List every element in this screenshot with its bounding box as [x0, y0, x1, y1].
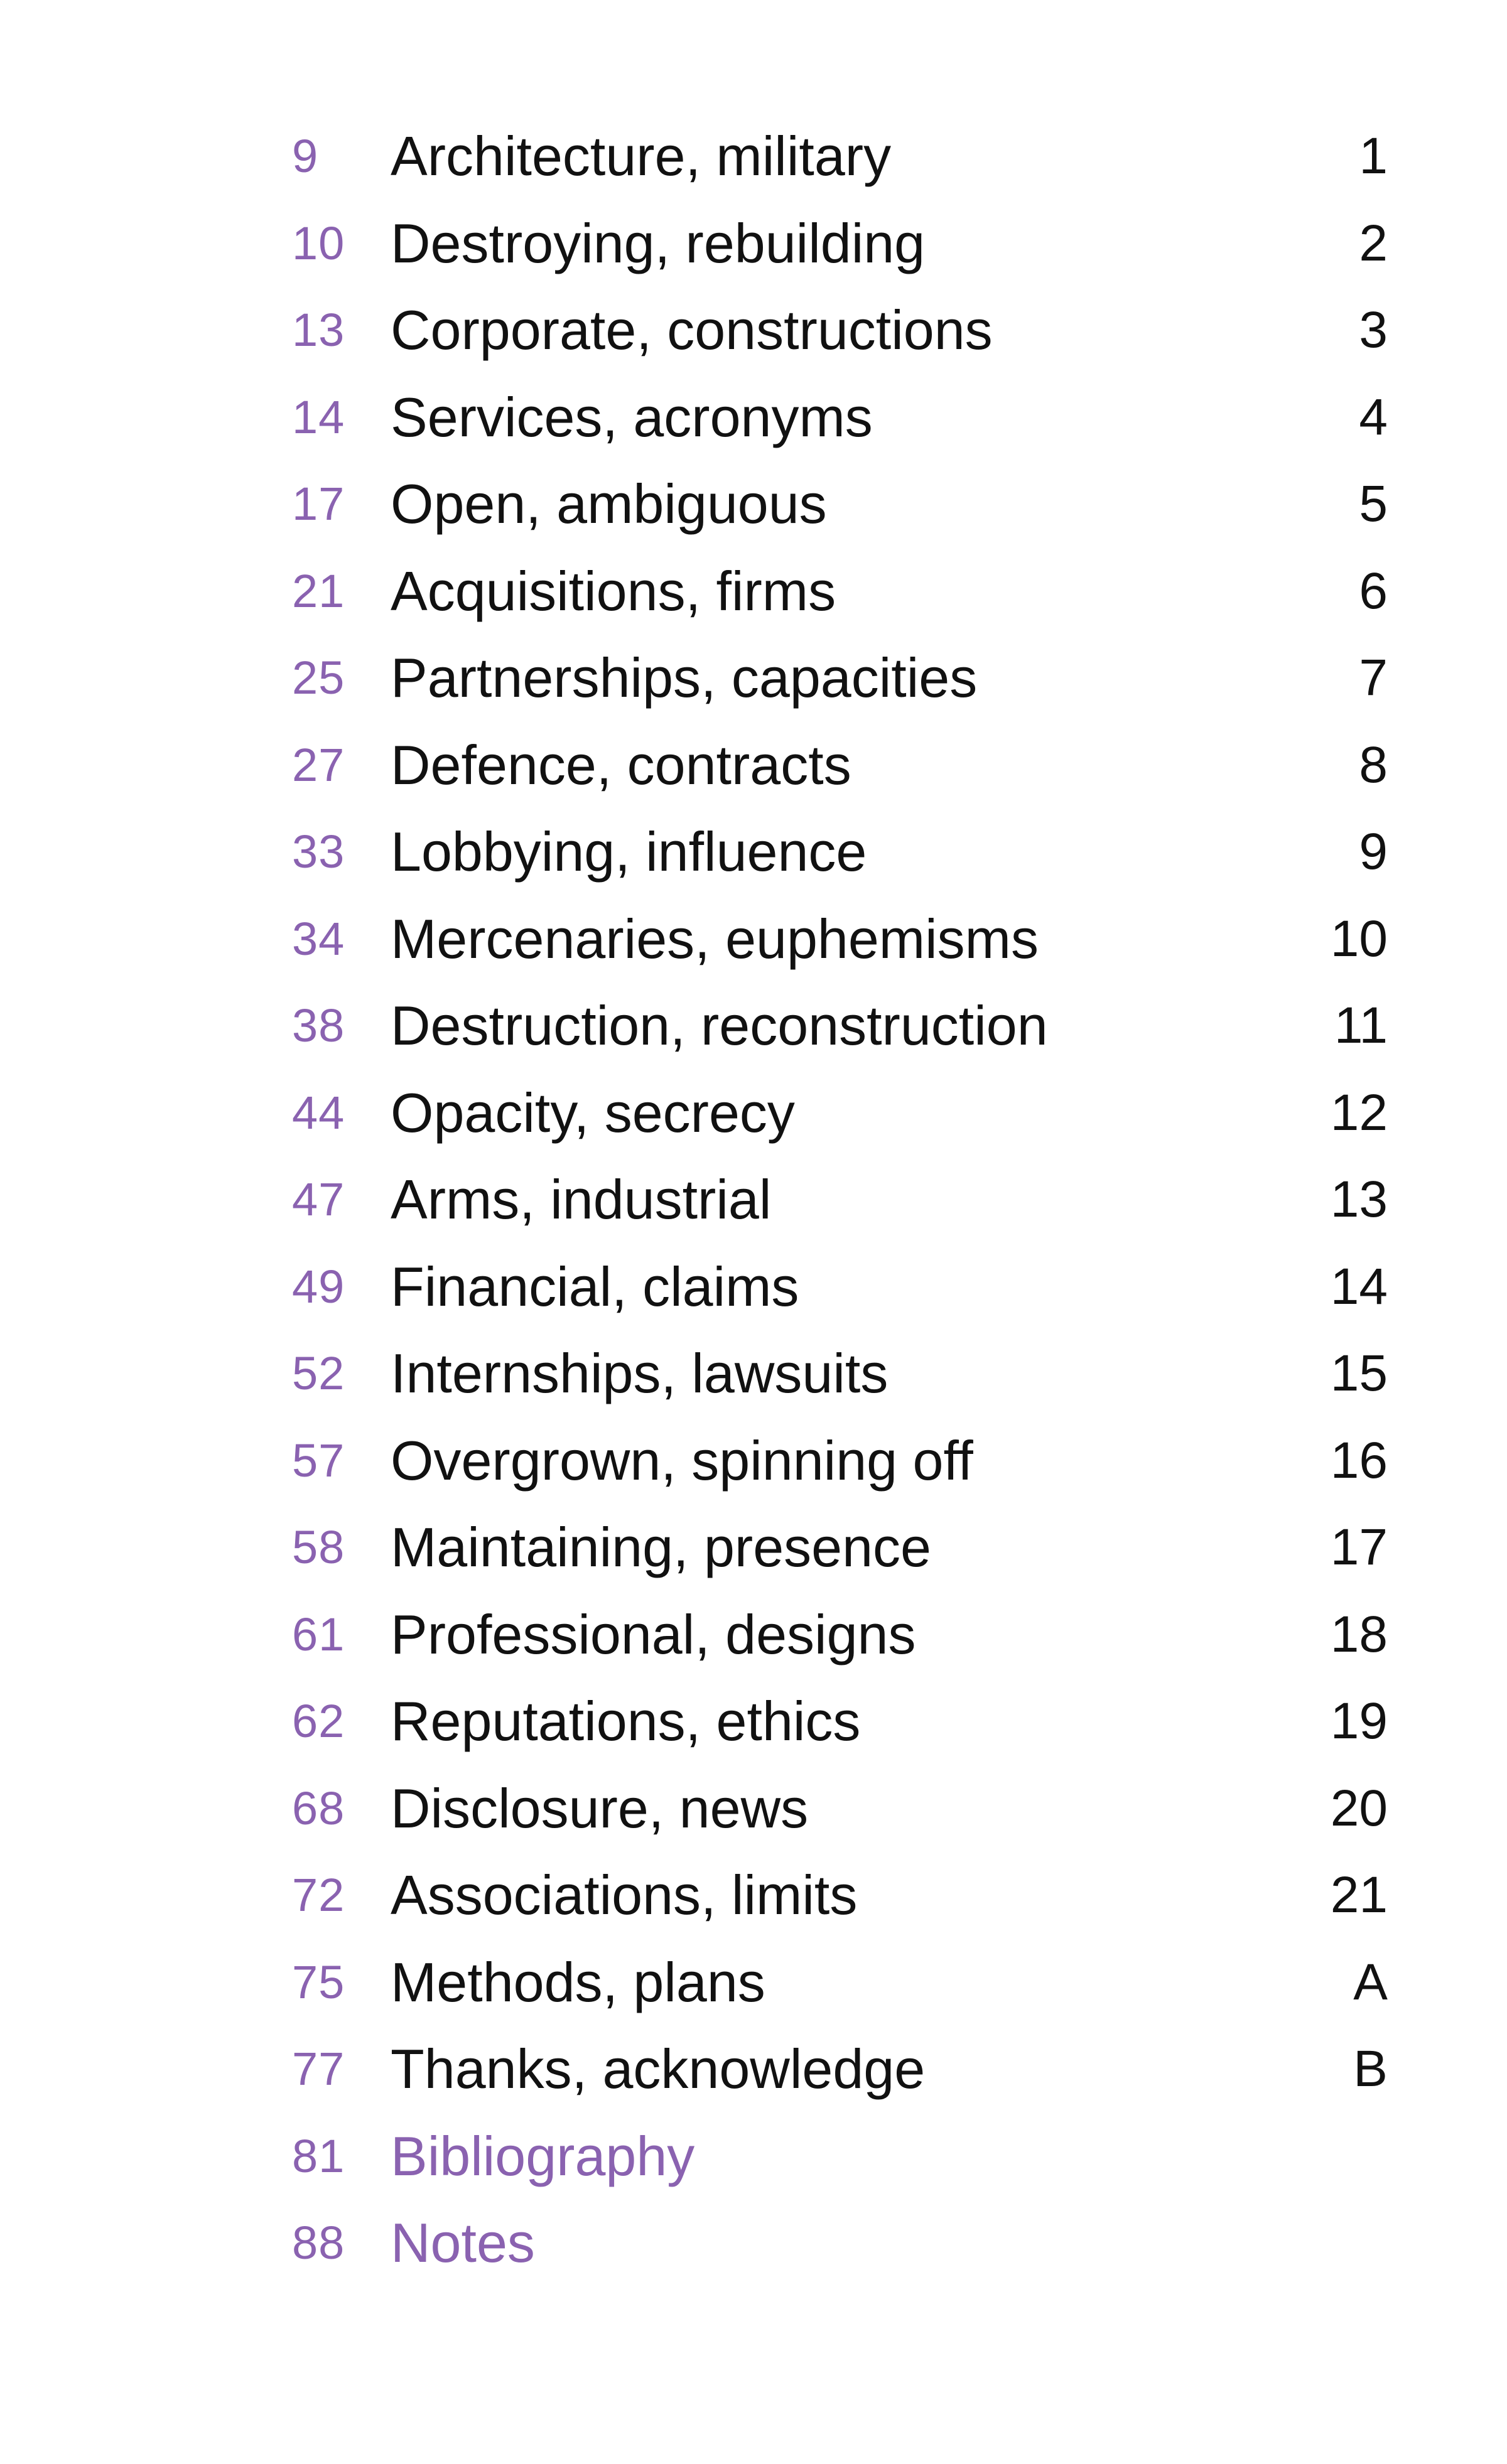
toc-entry[interactable]	[0, 1156, 1507, 1244]
toc-entry[interactable]	[0, 548, 1507, 635]
toc-chapter-number: 19	[1330, 1692, 1388, 1750]
toc-chapter-number: 12	[1330, 1084, 1388, 1141]
toc-chapter-title: Destruction, reconstruction	[391, 994, 1048, 1057]
toc-chapter-number: 7	[1359, 649, 1388, 706]
toc-chapter-number: 13	[1330, 1171, 1388, 1228]
toc-chapter-title: Services, acronyms	[391, 385, 873, 448]
toc-chapter-title: Open, ambiguous	[391, 473, 827, 535]
toc-chapter-number: 17	[1330, 1519, 1388, 1576]
toc-entry[interactable]	[0, 896, 1507, 983]
toc-chapter-title: Acquisitions, firms	[391, 559, 836, 622]
toc-page-number: 58	[292, 1521, 345, 1573]
toc-page-number: 27	[292, 738, 345, 791]
toc-page-number: 21	[292, 564, 345, 617]
toc-chapter-number: 3	[1359, 301, 1388, 358]
toc-back-matter-title: Bibliography	[391, 2124, 695, 2187]
toc-chapter-title: Thanks, acknowledge	[391, 2038, 926, 2100]
toc-chapter-number: 6	[1359, 562, 1388, 620]
toc-chapter-number: 14	[1330, 1257, 1388, 1315]
toc-entry[interactable]	[0, 1765, 1507, 1853]
toc-entry[interactable]	[0, 461, 1507, 548]
toc-page-number: 34	[292, 912, 345, 965]
toc-entry[interactable]	[0, 287, 1507, 374]
table-of-contents	[0, 113, 1507, 2287]
toc-entry[interactable]	[0, 374, 1507, 461]
toc-page-number: 68	[292, 1782, 345, 1834]
toc-chapter-number: 2	[1359, 214, 1388, 272]
toc-chapter-number: B	[1353, 2040, 1388, 2097]
toc-page-number: 47	[292, 1173, 345, 1225]
toc-chapter-title: Disclosure, news	[391, 1777, 809, 1839]
toc-entry[interactable]	[0, 2026, 1507, 2113]
toc-back-matter-title: Notes	[391, 2212, 535, 2274]
toc-chapter-number: 4	[1359, 388, 1388, 446]
toc-entry[interactable]	[0, 1939, 1507, 2026]
toc-entry[interactable]	[0, 1418, 1507, 1505]
toc-entry[interactable]	[0, 635, 1507, 722]
toc-chapter-title: Methods, plans	[391, 1950, 765, 2013]
toc-page-number: 13	[292, 304, 345, 356]
toc-chapter-title: Professional, designs	[391, 1603, 916, 1665]
toc-entry[interactable]	[0, 200, 1507, 288]
toc-page-number: 17	[292, 478, 345, 530]
toc-chapter-number: 21	[1330, 1866, 1388, 1923]
toc-chapter-number: 8	[1359, 736, 1388, 794]
toc-page-number: 9	[292, 130, 319, 182]
toc-chapter-number: 15	[1330, 1345, 1388, 1402]
toc-chapter-title: Destroying, rebuilding	[391, 212, 926, 274]
toc-chapter-number: 11	[1334, 997, 1388, 1054]
toc-entry[interactable]	[0, 982, 1507, 1070]
toc-entry[interactable]	[0, 1244, 1507, 1331]
toc-chapter-title: Financial, claims	[391, 1255, 799, 1318]
toc-chapter-number: 10	[1330, 910, 1388, 967]
toc-chapter-title: Lobbying, influence	[391, 820, 867, 883]
toc-page-number: 14	[292, 390, 345, 443]
toc-entry[interactable]	[0, 722, 1507, 809]
toc-page-number: 75	[292, 1956, 345, 2008]
toc-page-number: 52	[292, 1347, 345, 1399]
toc-chapter-title: Mercenaries, euphemisms	[391, 907, 1039, 970]
toc-entry[interactable]	[0, 1852, 1507, 1939]
toc-back-matter-entry[interactable]	[0, 2113, 1507, 2200]
toc-page-number: 88	[292, 2217, 345, 2269]
toc-back-matter-entry[interactable]	[0, 2200, 1507, 2287]
toc-chapter-number: 20	[1330, 1779, 1388, 1837]
toc-entry[interactable]	[0, 1070, 1507, 1157]
toc-chapter-title: Defence, contracts	[391, 733, 851, 796]
toc-chapter-title: Partnerships, capacities	[391, 647, 978, 709]
toc-page-number: 10	[292, 217, 345, 269]
toc-chapter-number: 5	[1359, 475, 1388, 532]
toc-chapter-number: 16	[1330, 1431, 1388, 1489]
toc-chapter-number: 9	[1359, 823, 1388, 880]
toc-chapter-title: Associations, limits	[391, 1864, 858, 1926]
toc-page-number: 81	[292, 2129, 345, 2182]
toc-chapter-title: Opacity, secrecy	[391, 1081, 795, 1144]
toc-entry[interactable]	[0, 1330, 1507, 1418]
toc-chapter-title: Architecture, military	[391, 125, 892, 187]
toc-chapter-title: Corporate, constructions	[391, 299, 993, 361]
toc-page-number: 49	[292, 1260, 345, 1313]
toc-page-number: 38	[292, 999, 345, 1052]
toc-page-number: 72	[292, 1869, 345, 1921]
toc-chapter-title: Internships, lawsuits	[391, 1342, 889, 1404]
toc-page-number: 62	[292, 1695, 345, 1747]
toc-chapter-title: Arms, industrial	[391, 1168, 772, 1230]
toc-entry[interactable]	[0, 809, 1507, 896]
toc-page-number: 61	[292, 1608, 345, 1660]
toc-entry[interactable]	[0, 1504, 1507, 1591]
toc-chapter-title: Reputations, ethics	[391, 1690, 861, 1752]
toc-chapter-number: 18	[1330, 1605, 1388, 1663]
toc-page-number: 25	[292, 652, 345, 704]
toc-page-number: 57	[292, 1434, 345, 1487]
toc-entry[interactable]	[0, 1678, 1507, 1765]
toc-chapter-title: Maintaining, presence	[391, 1516, 931, 1578]
toc-page-number: 77	[292, 2043, 345, 2095]
toc-entry[interactable]	[0, 1591, 1507, 1679]
toc-page-number: 44	[292, 1086, 345, 1139]
toc-entry[interactable]	[0, 113, 1507, 200]
toc-chapter-title: Overgrown, spinning off	[391, 1429, 973, 1492]
toc-chapter-number: A	[1353, 1953, 1388, 2011]
toc-chapter-number: 1	[1359, 127, 1388, 185]
toc-page-number: 33	[292, 826, 345, 878]
